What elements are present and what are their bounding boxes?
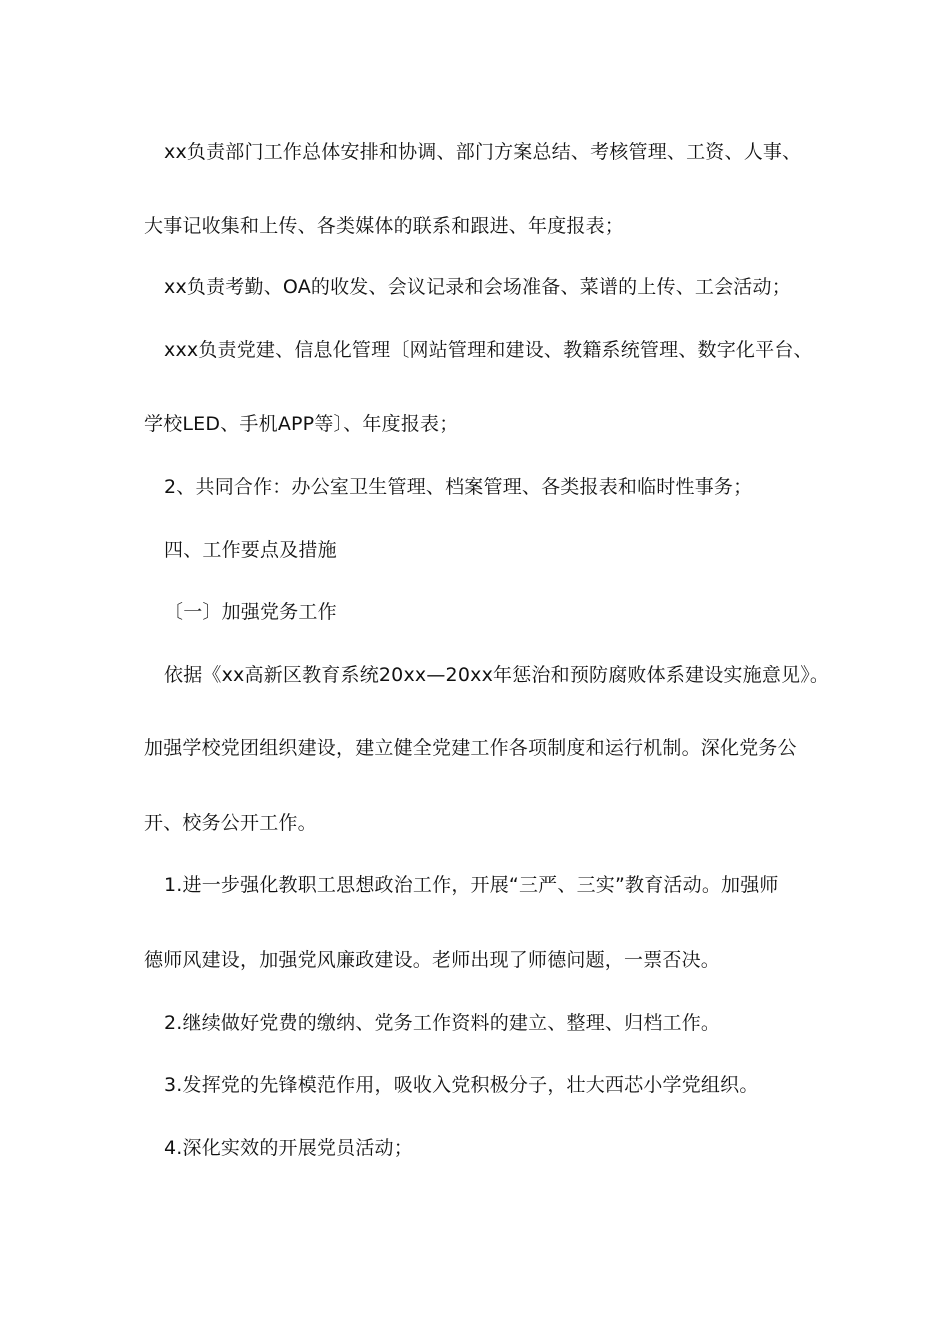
list-item: 2.继续做好党费的缴纳、党务工作资料的建立、整理、归档工作。: [164, 1012, 721, 1034]
paragraph-line: 加强学校党团组织建设，建立健全党建工作各项制度和运行机制。深化党务公: [144, 737, 797, 759]
paragraph-line: 依据《xx高新区教育系统20xx—20xx年惩治和预防腐败体系建设实施意见》。: [164, 664, 830, 686]
section-heading: 四、工作要点及措施: [164, 539, 337, 561]
paragraph-line: 2、共同合作：办公室卫生管理、档案管理、各类报表和临时性事务；: [164, 476, 753, 498]
paragraph-line: xx负责考勤、OA的收发、会议记录和会场准备、菜谱的上传、工会活动；: [164, 276, 791, 298]
paragraph-line: xx负责部门工作总体安排和协调、部门方案总结、考核管理、工资、人事、: [164, 141, 802, 163]
paragraph-line: 学校LED、手机APP等〕、年度报表；: [144, 413, 459, 435]
paragraph-line: 大事记收集和上传、各类媒体的联系和跟进、年度报表；: [144, 215, 625, 237]
paragraph-line: 开、校务公开工作。: [144, 812, 317, 834]
list-item: 4.深化实效的开展党员活动；: [164, 1137, 413, 1159]
list-item: 1.进一步强化教职工思想政治工作，开展“三严、三实”教育活动。加强师: [164, 874, 779, 896]
list-item: 3.发挥党的先锋模范作用，吸收入党积极分子，壮大西芯小学党组织。: [164, 1074, 759, 1096]
paragraph-line: xxx负责党建、信息化管理〔网站管理和建设、教籍系统管理、数字化平台、: [164, 339, 813, 361]
subsection-heading: 〔一〕加强党务工作: [164, 601, 337, 623]
list-item-continuation: 德师风建设，加强党风廉政建设。老师出现了师德问题，一票否决。: [144, 949, 721, 971]
